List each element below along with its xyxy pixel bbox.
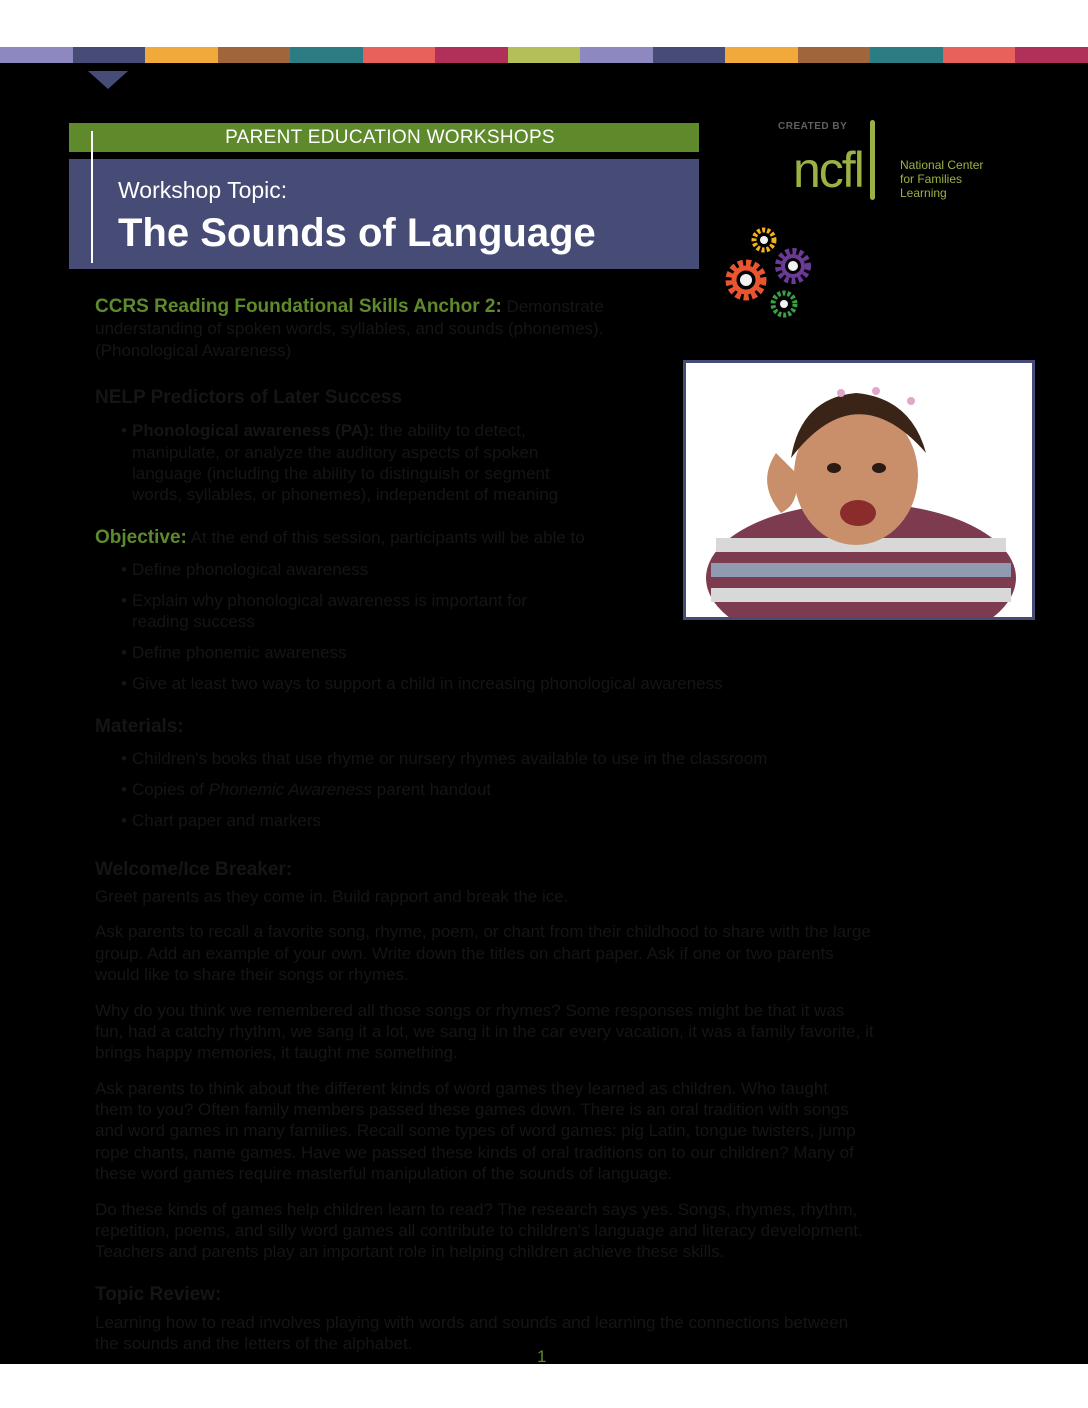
- ncfl-logo: [778, 117, 1008, 207]
- logo-mark: ncfl: [793, 142, 863, 198]
- objective-bullet-2-cont: reading success: [132, 612, 255, 631]
- objective-line: [95, 527, 585, 549]
- welcome-p2-l1: Ask parents to recall a favorite song, rhyme, poem, or chant from their childhood to share with the large: [95, 922, 871, 941]
- topic-review-l2: the sounds and the letters of the alphabet.: [95, 1334, 413, 1353]
- ccrs-line-2: understanding of spoken words, syllables, and sounds (phonemes).: [95, 319, 604, 338]
- topic-label: Workshop Topic:: [118, 177, 288, 203]
- welcome-p3-l2: fun, had a catchy rhythm, we sang it a lot, we sang it in the car every vacation, it was a family favorite, it: [95, 1022, 874, 1041]
- stripe-segment: [798, 47, 871, 63]
- objective-bullet-2: • Explain why phonological awareness is important for: [132, 590, 527, 612]
- color-stripe: [0, 47, 1088, 63]
- stripe-segment: [653, 47, 726, 63]
- materials-b2-pre: Copies of: [132, 780, 204, 799]
- objective-bullet-3: • Define phonemic awareness: [132, 642, 347, 664]
- objective-bullet-4: • Give at least two ways to support a child in increasing phonological awareness: [132, 673, 723, 695]
- stripe-segment: [1015, 47, 1088, 63]
- stripe-segment: [580, 47, 653, 63]
- ccrs-text-1: Demonstrate: [506, 297, 604, 316]
- welcome-p2-l3: would like to share their songs or rhymes.: [95, 965, 409, 984]
- welcome-p5-l1: Do these kinds of games help children learn to read? The research says yes. Songs, rhymes, rhythm,: [95, 1200, 858, 1219]
- stripe-segment: [0, 47, 73, 63]
- green-gear-icon: [773, 293, 795, 315]
- nelp-bullet: [132, 420, 526, 442]
- stripe-segment: [725, 47, 798, 63]
- welcome-p4-l2: them to you? Often family members passed these games down. There is an oral tradition with songs: [95, 1100, 849, 1119]
- stripe-segment: [145, 47, 218, 63]
- nelp-line-1: the ability to detect,: [379, 421, 526, 440]
- welcome-p2-l2: group. Add an example of your own. Write down the titles on chart paper. Ask if one or two parents: [95, 944, 834, 963]
- materials-bullet-1: • Children's books that use rhyme or nursery rhymes available to use in the classroom: [132, 748, 767, 770]
- welcome-heading: Welcome/Ice Breaker:: [95, 859, 293, 880]
- materials-bullet-3: • Chart paper and markers: [132, 810, 321, 832]
- objective-intro: At the end of this session, participants will be able to: [190, 528, 585, 547]
- yellow-gear-icon: [754, 230, 774, 250]
- child-illustration: [686, 363, 1032, 617]
- nelp-line-3: language (including the ability to distinguish or segment: [132, 464, 550, 483]
- welcome-p4-l1: Ask parents to think about the different kinds of word games they learned as children. Who taught: [95, 1079, 829, 1098]
- welcome-p5-l3: Teachers and parents play an important role in helping children achieve these skills.: [95, 1242, 725, 1261]
- stripe-segment: [870, 47, 943, 63]
- nelp-term: Phonological awareness (PA):: [132, 421, 375, 440]
- materials-heading: Materials:: [95, 716, 184, 737]
- purple-gear-icon: [778, 251, 808, 281]
- welcome-p4-l4: rope chants, name games. Have we passed these kinds of oral traditions on to our children? Many of: [95, 1143, 854, 1162]
- materials-b2-post: parent handout: [376, 780, 492, 799]
- topic-review-heading: Topic Review:: [95, 1284, 222, 1305]
- objective-heading: Objective:: [95, 527, 187, 548]
- banner-divider: [91, 131, 93, 263]
- stripe-segment: [363, 47, 436, 63]
- child-listening-photo: [686, 363, 1032, 617]
- stripe-segment: [218, 47, 291, 63]
- nelp-line-4: words, syllables, or phonemes), independent of meaning: [132, 485, 559, 504]
- stripe-segment: [435, 47, 508, 63]
- welcome-p4-l3: and word games in many families. Recall some types of word games: pig Latin, tongue twisters, jump: [95, 1121, 856, 1140]
- gears-icon: [722, 226, 822, 322]
- ccrs-line-1: [95, 296, 685, 318]
- series-banner: [69, 123, 699, 152]
- nelp-heading: NELP Predictors of Later Success: [95, 387, 402, 408]
- stripe-segment: [290, 47, 363, 63]
- stripe-segment: [943, 47, 1016, 63]
- welcome-p5-l2: repetition, poems, and silly word games all contribute to children's language and literacy development.: [95, 1221, 863, 1240]
- welcome-p3-l3: brings happy memories, it taught me something.: [95, 1043, 458, 1062]
- stripe-segment: [73, 47, 146, 63]
- tab-arrow-icon: [88, 71, 128, 89]
- materials-bullet-2: [132, 779, 491, 801]
- ccrs-label: CCRS Reading Foundational Skills Anchor 2:: [95, 296, 502, 317]
- objective-bullet-1: • Define phonological awareness: [132, 559, 368, 581]
- welcome-p1: Greet parents as they come in. Build rapport and break the ice.: [95, 887, 569, 906]
- stripe-segment: [508, 47, 581, 63]
- created-by-label: CREATED BY: [778, 121, 848, 132]
- series-label: PARENT EDUCATION WORKSHOPS: [225, 126, 555, 148]
- page-title: The Sounds of Language: [118, 211, 596, 255]
- welcome-p4-l5: these word games require masterful manipulation of the sounds of language.: [95, 1164, 673, 1183]
- page-number: 1: [537, 1347, 547, 1366]
- topic-review-l1: Learning how to read involves playing with words and sounds and learning the connections between: [95, 1313, 849, 1332]
- handout-title: Phonemic Awareness: [208, 780, 373, 799]
- orange-gear-icon: [729, 263, 763, 297]
- photo-frame: [683, 360, 1035, 620]
- ccrs-line-3: (Phonological Awareness): [95, 341, 292, 360]
- nelp-line-2: manipulate, or analyze the auditory aspects of spoken: [132, 443, 539, 462]
- org-name: National Center for Families Learning: [900, 158, 984, 200]
- logo-stroke: [870, 120, 875, 200]
- title-banner: [69, 159, 699, 269]
- welcome-p3-l1: Why do you think we remembered all those songs or rhymes? Some responses might be that it was: [95, 1001, 845, 1020]
